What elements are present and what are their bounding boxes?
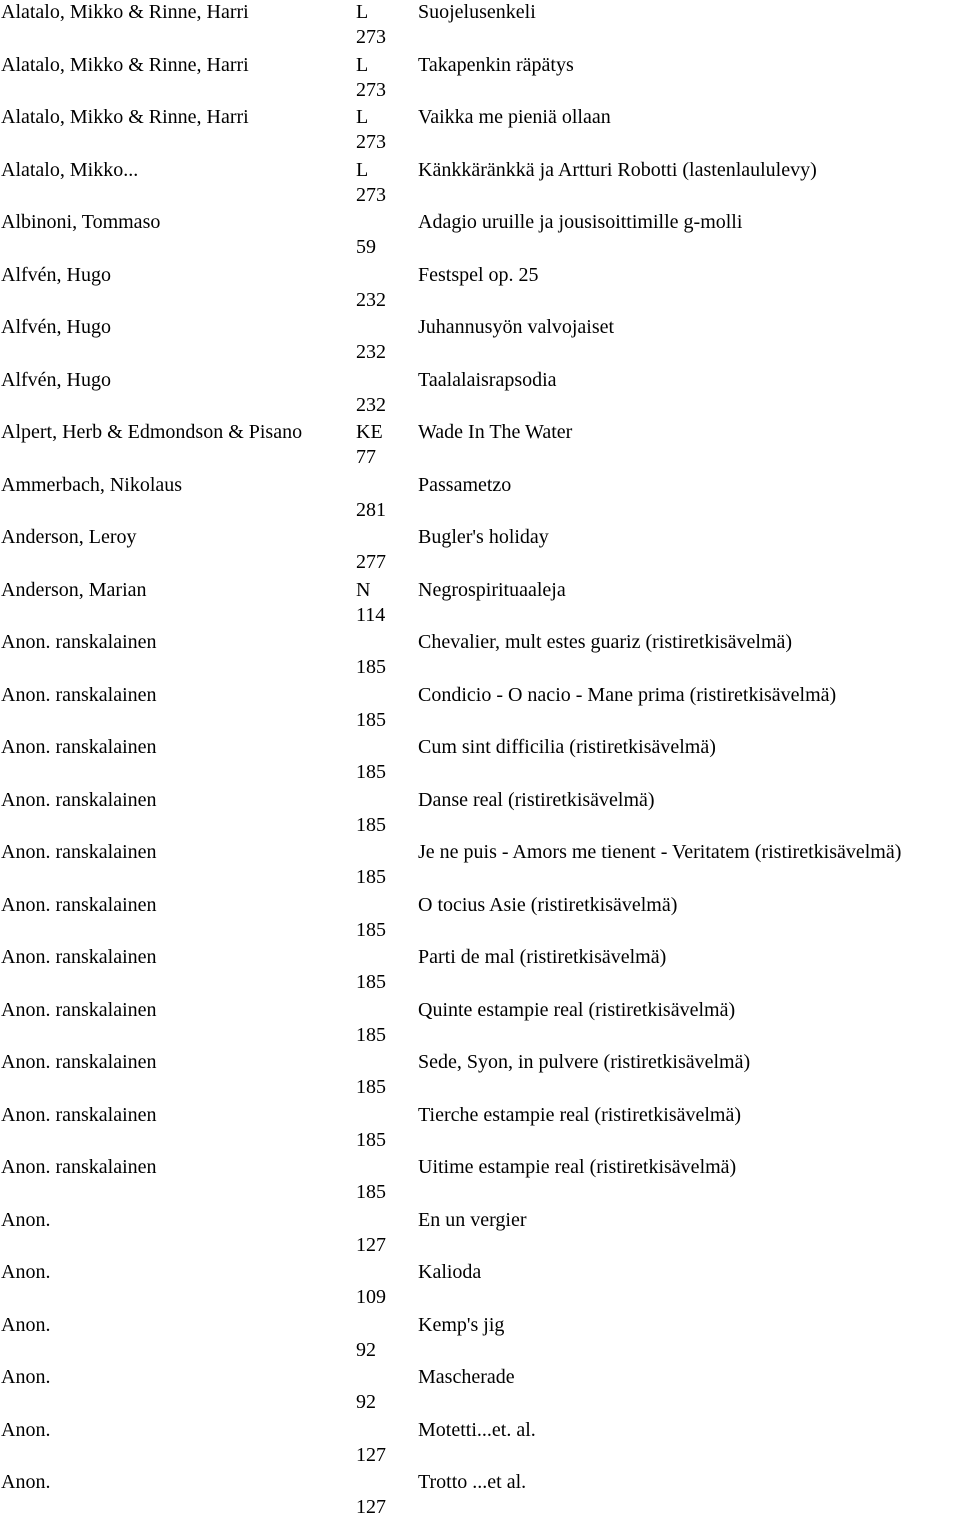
piece-title: Känkkäränkkä ja Artturi Robotti (lastenlaululevy) [418, 158, 817, 181]
index-entry [0, 1470, 960, 1523]
piece-title: Tierche estampie real (ristiretkisävelmä) [418, 1103, 742, 1126]
index-entry [0, 210, 960, 263]
page-number: 273 [356, 183, 386, 206]
piece-title: O tocius Asie (ristiretkisävelmä) [418, 893, 678, 916]
page-number: 92 [356, 1391, 376, 1413]
page-number: 232 [356, 341, 386, 363]
composer-name: Albinoni, Tommaso [1, 211, 161, 233]
page-number: 127 [356, 1233, 386, 1256]
page-number: 59 [356, 236, 376, 258]
piece-title: Parti de mal (ristiretkisävelmä) [418, 946, 667, 968]
index-entry [0, 1103, 960, 1156]
composer-name: Anon. [1, 1418, 51, 1441]
composer-name: Ammerbach, Nikolaus [1, 473, 183, 496]
index-entry [0, 998, 960, 1051]
piece-title: Chevalier, mult estes guariz (ristiretkisävelmä) [418, 631, 793, 653]
index-entry [0, 473, 960, 526]
page-number: 185 [356, 708, 386, 731]
composer-name: Anon. [1, 1313, 51, 1336]
composer-name: Anon. [1, 1208, 51, 1231]
composer-name: Anon. ranskalainen [1, 893, 157, 916]
index-entry [0, 1208, 960, 1261]
index-entry [0, 1155, 960, 1208]
index-entry [0, 1418, 960, 1471]
composer-name: Anon. ranskalainen [1, 1103, 157, 1126]
composer-name: Alatalo, Mikko & Rinne, Harri [1, 106, 249, 128]
page-number: 185 [356, 1076, 386, 1098]
index-entry [0, 368, 960, 421]
piece-title: Kalioda [418, 1261, 482, 1283]
page-number: 281 [356, 498, 386, 521]
page-number: 185 [356, 813, 386, 836]
composer-name: Alfvén, Hugo [1, 263, 111, 286]
piece-title: Sede, Syon, in pulvere (ristiretkisävelmä) [418, 1051, 751, 1073]
index-entry [0, 788, 960, 841]
piece-title: Quinte estampie real (ristiretkisävelmä) [418, 998, 736, 1021]
page-number: 185 [356, 971, 386, 993]
index-entry [0, 1050, 960, 1103]
piece-title: Wade In The Water [418, 421, 573, 443]
index-entry [0, 840, 960, 893]
composer-name: Alfvén, Hugo [1, 316, 111, 338]
page-number: 127 [356, 1443, 386, 1466]
piece-title: Kemp's jig [418, 1313, 505, 1336]
composer-name: Anon. ranskalainen [1, 631, 157, 653]
index-entry [0, 420, 960, 473]
index-entry [0, 1365, 960, 1418]
piece-title: Suojelusenkeli [418, 1, 536, 23]
piece-title: Negrospirituaaleja [418, 578, 566, 601]
category-code: L [356, 106, 369, 128]
index-entry [0, 1260, 960, 1313]
page-number: 185 [356, 918, 386, 941]
composer-name: Alatalo, Mikko & Rinne, Harri [1, 1, 249, 23]
page-number: 273 [356, 131, 386, 153]
page-number: 232 [356, 393, 386, 416]
page-number: 277 [356, 551, 386, 573]
piece-title: Trotto ...et al. [418, 1471, 527, 1493]
index-entry [0, 893, 960, 946]
index-entry [0, 53, 960, 106]
index-entry [0, 1313, 960, 1366]
index-entry [0, 683, 960, 736]
composer-name: Anon. [1, 1366, 51, 1388]
page-number: 185 [356, 1128, 386, 1151]
page-number: 185 [356, 866, 386, 888]
piece-title: Danse real (ristiretkisävelmä) [418, 788, 655, 811]
composer-name: Anon. ranskalainen [1, 1156, 157, 1178]
composer-name: Alatalo, Mikko & Rinne, Harri [1, 53, 249, 76]
category-code: L [356, 53, 369, 76]
page-number: 232 [356, 288, 386, 311]
piece-title: Bugler's holiday [418, 526, 549, 548]
index-entry [0, 0, 960, 53]
page-number: 77 [356, 446, 376, 468]
page-number: 185 [356, 1181, 386, 1203]
piece-title: En un vergier [418, 1208, 527, 1231]
page-number: 273 [356, 78, 386, 101]
category-code: L [356, 1, 369, 23]
composer-name: Anon. ranskalainen [1, 998, 157, 1021]
composer-name: Anon. [1, 1261, 51, 1283]
piece-title: Uitime estampie real (ristiretkisävelmä) [418, 1156, 737, 1178]
index-entry [0, 263, 960, 316]
piece-title: Takapenkin räpätys [418, 53, 574, 76]
index-entry [0, 630, 960, 683]
composer-name: Anon. ranskalainen [1, 946, 157, 968]
piece-title: Je ne puis - Amors me tienent - Veritatem (ristiretkisävelmä) [418, 841, 902, 863]
composer-name: Anon. ranskalainen [1, 788, 157, 811]
piece-title: Motetti...et. al. [418, 1418, 536, 1441]
index-entry [0, 105, 960, 158]
composer-name: Alfvén, Hugo [1, 368, 111, 391]
page-number: 185 [356, 761, 386, 783]
page-number: 185 [356, 656, 386, 678]
page-number: 114 [356, 603, 386, 626]
piece-title: Condicio - O nacio - Mane prima (ristiretkisävelmä) [418, 683, 837, 706]
piece-title: Vaikka me pieniä ollaan [418, 106, 611, 128]
index-entry [0, 158, 960, 211]
page-number: 92 [356, 1338, 376, 1361]
page-number: 185 [356, 1023, 386, 1046]
composer-name: Anon. ranskalainen [1, 1051, 157, 1073]
piece-title: Passametzo [418, 473, 512, 496]
composer-name: Anon. ranskalainen [1, 841, 157, 863]
composer-name: Anderson, Leroy [1, 526, 137, 548]
category-code: KE [356, 421, 383, 443]
page-number: 109 [356, 1286, 386, 1308]
category-code: N [356, 578, 371, 601]
page-number: 273 [356, 26, 386, 48]
composer-name: Anon. ranskalainen [1, 683, 157, 706]
page-number: 127 [356, 1496, 386, 1518]
piece-title: Mascherade [418, 1366, 515, 1388]
piece-title: Festspel op. 25 [418, 263, 539, 286]
piece-title: Juhannusyön valvojaiset [418, 316, 615, 338]
composer-name: Alatalo, Mikko... [1, 158, 139, 181]
category-code: L [356, 158, 369, 181]
index-entry [0, 735, 960, 788]
index-entry [0, 578, 960, 631]
composer-name: Anderson, Marian [1, 578, 147, 601]
composer-name: Alpert, Herb & Edmondson & Pisano [1, 421, 303, 443]
composer-name: Anon. [1, 1471, 51, 1493]
piece-title: Adagio uruille ja jousisoittimille g-molli [418, 211, 743, 233]
index-entry [0, 945, 960, 998]
index-entry [0, 525, 960, 578]
index-entry [0, 315, 960, 368]
composer-name: Anon. ranskalainen [1, 736, 157, 758]
piece-title: Cum sint difficilia (ristiretkisävelmä) [418, 736, 716, 758]
piece-title: Taalalaisrapsodia [418, 368, 557, 391]
